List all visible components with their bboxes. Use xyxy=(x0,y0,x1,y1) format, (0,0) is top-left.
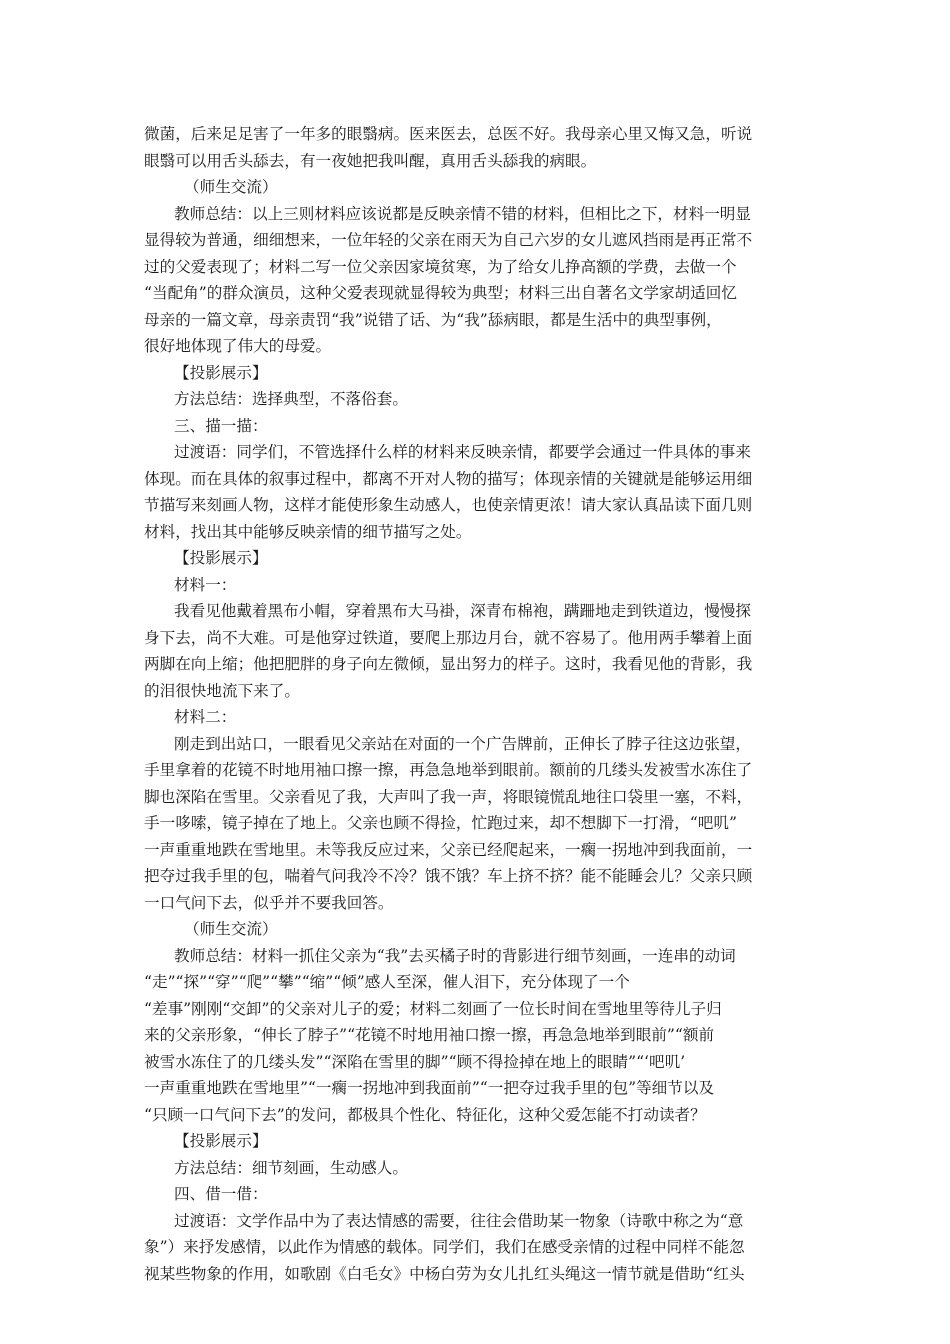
text-line: 三、描一描： xyxy=(174,416,268,435)
text-line: 我看见他戴着黑布小帽，穿着黑布大马褂，深青布棉袍，蹒跚地走到铁道边，慢慢探 xyxy=(174,602,751,620)
text-line: 【投影展示】 xyxy=(174,1132,268,1150)
text-line: 一声重重地跌在雪地里”“一瘸一拐地冲到我面前”“一把夺过我手里的包”等细节以及 xyxy=(144,1079,715,1097)
text-line: 【投影展示】 xyxy=(174,363,268,382)
text-line: “走”“探”“穿”“爬”“攀”“缩”“倾”感人至深，催人泪下，充分体现了一个 xyxy=(144,973,630,991)
text-line: 的泪很快地流下来了。 xyxy=(144,681,300,700)
text-line: 身下去，尚不大难。可是他穿过铁道，要爬上那边月台，就不容易了。他用两手攀着上面 xyxy=(144,628,753,647)
text-line: “只顾一口气问下去”的发问，都极具个性化、特征化，这种父爱怎能不打动读者？ xyxy=(144,1105,706,1124)
text-line: 手一哆嗦，镜子掉在了地上。父亲也顾不得捡，忙跑过来，却不想脚下一打滑，“吧叽” xyxy=(144,814,737,832)
text-line: 方法总结：选择典型，不落俗套。 xyxy=(174,390,408,408)
text-line: 刚走到出站口，一眼看见父亲站在对面的一个广告牌前，正伸长了脖子往这边张望， xyxy=(174,734,751,753)
text-line: 母亲的一篇文章，母亲责罚“我”说错了话、为“我”舔病眼，都是生活中的典型事例， xyxy=(144,310,722,329)
text-line: 过渡语：同学们，不管选择什么样的材料来反映亲情，都要学会通过一件具体的事来 xyxy=(174,443,751,461)
text-line: 象”）来抒发感情，以此作为情感的载体。同学们，我们在感受亲情的过程中同样不能忽 xyxy=(144,1238,745,1256)
text-line: 过的父爱表现了；材料二写一位父亲因家境贫寒，为了给女儿挣高额的学费，去做一个 xyxy=(144,257,737,276)
text-line: 眼翳可以用舌头舔去，有一夜她把我叫醒，真用舌头舔我的病眼。 xyxy=(144,151,597,170)
text-line: 节描写来刻画人物，这样才能使形象生动感人，也使亲情更浓！请大家认真品读下面几则 xyxy=(144,496,753,514)
text-line: 手里拿着的花镜不时地用袖口擦一擦，再急急地举到眼前。额前的几缕头发被雪水冻住了 xyxy=(144,761,753,779)
text-line: 材料二： xyxy=(174,708,237,726)
text-line: 被雪水冻住了的几缕头发”“深陷在雪里的脚”“顾不得捡掉在地上的眼睛”“‘吧叽’ xyxy=(144,1052,686,1071)
text-line: “当配角”的群众演员，这种父爱表现就显得较为典型；材料三出自著名文学家胡适回忆 xyxy=(144,284,737,302)
text-line: 脚也深陷在雪里。父亲看见了我，大声叫了我一声，将眼镜慌乱地往口袋里一塞，不料， xyxy=(144,787,753,806)
text-line: 过渡语：文学作品中为了表达情感的需要，往往会借助某一物象（诗歌中称之为“意 xyxy=(174,1211,744,1230)
text-line: （师生交流） xyxy=(184,178,278,196)
text-line: 体现。而在具体的叙事过程中，都离不开对人物的描写；体现亲情的关键就是能够运用细 xyxy=(144,469,753,488)
document-body xyxy=(144,121,806,1287)
text-line: 教师总结：以上三则材料应该说都是反映亲情不错的材料，但相比之下，材料一明显 xyxy=(174,204,751,223)
text-line: 视某些物象的作用，如歌剧《白毛女》中杨白劳为女儿扎红头绳这一情节就是借助“红头 xyxy=(144,1264,745,1283)
text-line: 把夺过我手里的包，喘着气问我冷不冷？饿不饿？车上挤不挤？能不能睡会儿？父亲只顾 xyxy=(144,867,753,885)
text-line: 【投影展示】 xyxy=(174,549,268,567)
text-line: 显得较为普通，细细想来，一位年轻的父亲在雨天为自己六岁的女儿遮风挡雨是再正常不 xyxy=(144,231,753,249)
text-line: 方法总结：细节刻画，生动感人。 xyxy=(174,1158,408,1177)
text-line: 来的父亲形象，“伸长了脖子”“花镜不时地用袖口擦一擦，再急急地举到眼前”“额前 xyxy=(144,1026,715,1044)
text-line: 两脚在向上缩；他把肥胖的身子向左微倾，显出努力的样子。这时，我看见他的背影，我 xyxy=(144,655,753,673)
text-line: 四、借一借： xyxy=(174,1185,268,1203)
text-line: 教师总结：材料一抓住父亲为“我”去买橘子时的背影进行细节刻画，一连串的动词 xyxy=(174,946,736,965)
text-line: 很好地体现了伟大的母爱。 xyxy=(144,337,332,355)
text-line: 材料，找出其中能够反映亲情的细节描写之处。 xyxy=(144,522,472,541)
text-line: 微菌，后来足足害了一年多的眼翳病。医来医去，总医不好。我母亲心里又悔又急，听说 xyxy=(144,125,753,143)
text-line: （师生交流） xyxy=(184,920,278,938)
text-line: 材料一： xyxy=(174,575,237,594)
text-line: “差事”刚刚“交卸”的父亲对儿子的爱；材料二刻画了一位长时间在雪地里等待儿子归 xyxy=(144,999,722,1018)
text-line: 一声重重地跌在雪地里。未等我反应过来，父亲已经爬起来，一瘸一拐地冲到我面前，一 xyxy=(144,840,753,859)
text-line: 一口气问下去，似乎并不要我回答。 xyxy=(144,893,394,912)
